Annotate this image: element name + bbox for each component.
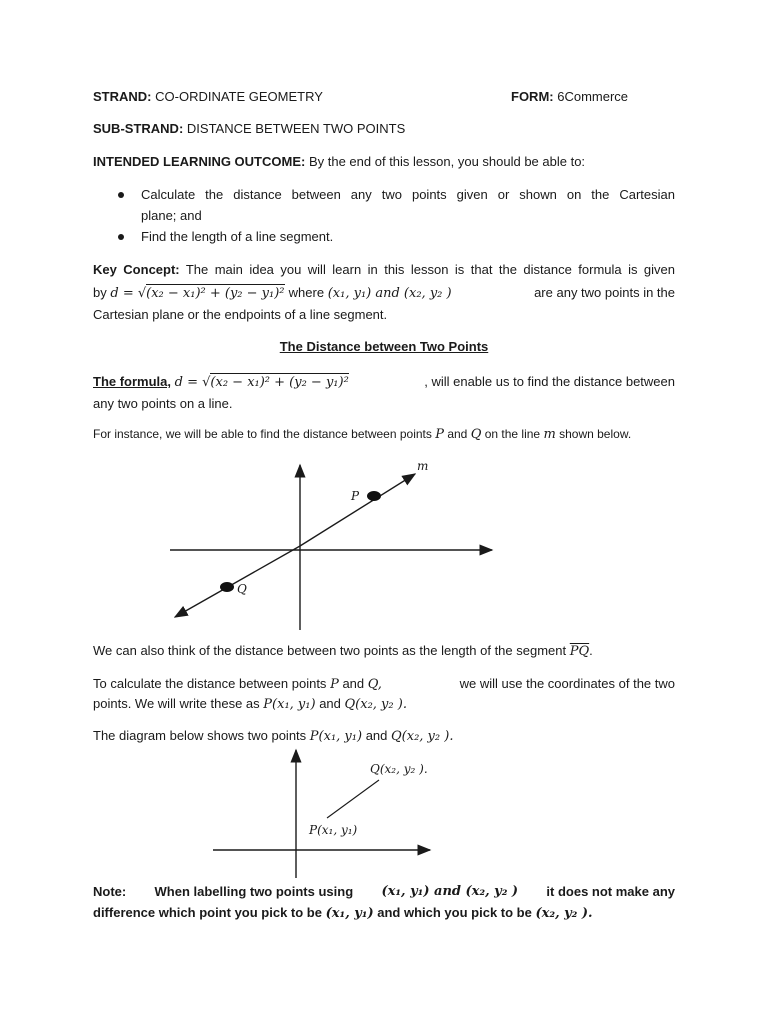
note-text-b: it does not make any bbox=[546, 884, 675, 899]
segment-text: We can also think of the distance between two points as the length of the segment bbox=[93, 643, 567, 658]
calc-p-coords: P(x₁, y₁) bbox=[263, 697, 316, 712]
line-m: m bbox=[543, 427, 556, 442]
form-value: 6Commerce bbox=[557, 89, 629, 104]
distance-formula: d = √(x₂ − x₁)² + (y₂ − y₁)² bbox=[110, 286, 285, 301]
note-pt1: (x₁, y₁) bbox=[325, 906, 374, 921]
substrand-value: DISTANCE BETWEEN TWO POINTS bbox=[186, 121, 406, 136]
strand-label: STRAND: bbox=[93, 89, 152, 104]
instance-text: For instance, we will be able to find the distance between points bbox=[93, 427, 432, 441]
intro-p-coords: P(x₁, y₁) bbox=[309, 729, 363, 744]
label-q: Q bbox=[237, 582, 247, 596]
note-text-a: When labelling two points using bbox=[154, 884, 354, 899]
formula-inline-lhs: d = bbox=[174, 375, 198, 390]
diagram-intro-text: The diagram below shows two points bbox=[93, 728, 307, 743]
key-concept-label: Key Concept: bbox=[93, 262, 180, 277]
key-concept-text: The main idea you will learn in this lesson is that the distance formula is given bbox=[185, 262, 675, 277]
label-q-coords: Q(x₂, y₂ ). bbox=[370, 762, 428, 776]
note-points: (x₁, y₁) and (x₂, y₂ ) bbox=[381, 884, 519, 899]
point-q: Q bbox=[470, 427, 482, 442]
instance-text-b: on the line bbox=[484, 427, 541, 441]
instance-text-c: shown below. bbox=[559, 427, 632, 441]
intro-and: and bbox=[365, 728, 388, 743]
calc-and: and bbox=[342, 676, 365, 691]
segment-end: . bbox=[589, 643, 593, 658]
outcome-value: By the end of this lesson, you should be able to: bbox=[308, 154, 586, 169]
note-text-d: and which you pick to be bbox=[377, 905, 532, 920]
formula-inline-radicand: (x₂ − x₁)² + (y₂ − y₁)² bbox=[210, 375, 349, 390]
calc-text-b: we will use the coordinates of the two bbox=[459, 676, 675, 691]
intro-q-coords: Q(x₂, y₂ ). bbox=[391, 729, 454, 744]
calc-and2: and bbox=[319, 696, 341, 711]
key-concept-where: where bbox=[288, 285, 325, 300]
note-pt2: (x₂, y₂ ). bbox=[535, 906, 593, 921]
calc-line2 bbox=[93, 696, 407, 712]
strand-value: CO-ORDINATE GEOMETRY bbox=[155, 89, 323, 104]
formula-para-suffix: , will enable us to find the distance between bbox=[424, 374, 675, 389]
formula-radicand: (x₂ − x₁)² + (y₂ − y₁)² bbox=[146, 286, 285, 301]
calc-q: Q, bbox=[367, 677, 382, 692]
and-text: and bbox=[447, 427, 468, 441]
point-q-dot bbox=[220, 582, 234, 592]
note-line2 bbox=[93, 905, 593, 921]
segment-pq bbox=[327, 780, 379, 818]
key-concept-by: by bbox=[93, 285, 107, 300]
point-p: P bbox=[435, 427, 444, 442]
line-m-upper bbox=[300, 474, 415, 546]
segment-pq-label: $\overline{PQ}$ bbox=[569, 644, 590, 659]
calc-p: P bbox=[330, 677, 339, 692]
form-label: FORM: bbox=[511, 89, 554, 104]
label-m: m bbox=[417, 459, 429, 473]
note-text-c: difference which point you pick to be bbox=[93, 905, 322, 920]
note-label: Note: bbox=[93, 884, 127, 899]
substrand-label: SUB-STRAND: bbox=[93, 121, 184, 136]
section-title: The Distance between Two Points bbox=[279, 339, 489, 354]
objective-text: Calculate the distance between any two points given or shown on the Cartesian bbox=[141, 187, 675, 202]
calc-q-coords: Q(x₂, y₂ ). bbox=[344, 697, 407, 712]
outcome-label: INTENDED LEARNING OUTCOME: bbox=[93, 154, 306, 169]
point-p-dot bbox=[367, 491, 381, 501]
objective-text-cont: plane; and bbox=[141, 208, 202, 223]
formula-lead: The formula, bbox=[93, 374, 172, 389]
note-line1 bbox=[93, 884, 675, 899]
calc-text-a: To calculate the distance between points bbox=[93, 676, 327, 691]
diagram-intro bbox=[93, 728, 453, 744]
label-p: P bbox=[351, 489, 360, 503]
calc-text-c: points. We will write these as bbox=[93, 696, 260, 711]
segment-line bbox=[93, 643, 593, 659]
calc-line1 bbox=[93, 676, 675, 692]
key-concept-points: (x₁, y₁) and (x₂, y₂ ) bbox=[327, 286, 452, 301]
objective-text: Find the length of a line segment. bbox=[141, 229, 334, 244]
key-concept-suffix: are any two points in the bbox=[534, 285, 675, 300]
key-concept-line3: Cartesian plane or the endpoints of a line segment. bbox=[93, 307, 388, 322]
formula-lhs: d = bbox=[110, 286, 134, 301]
formula-inline: d = √(x₂ − x₁)² + (y₂ − y₁)² bbox=[174, 375, 349, 390]
label-p-coords: P(x₁, y₁) bbox=[309, 823, 358, 837]
formula-para-line2: any two points on a line. bbox=[93, 396, 233, 411]
